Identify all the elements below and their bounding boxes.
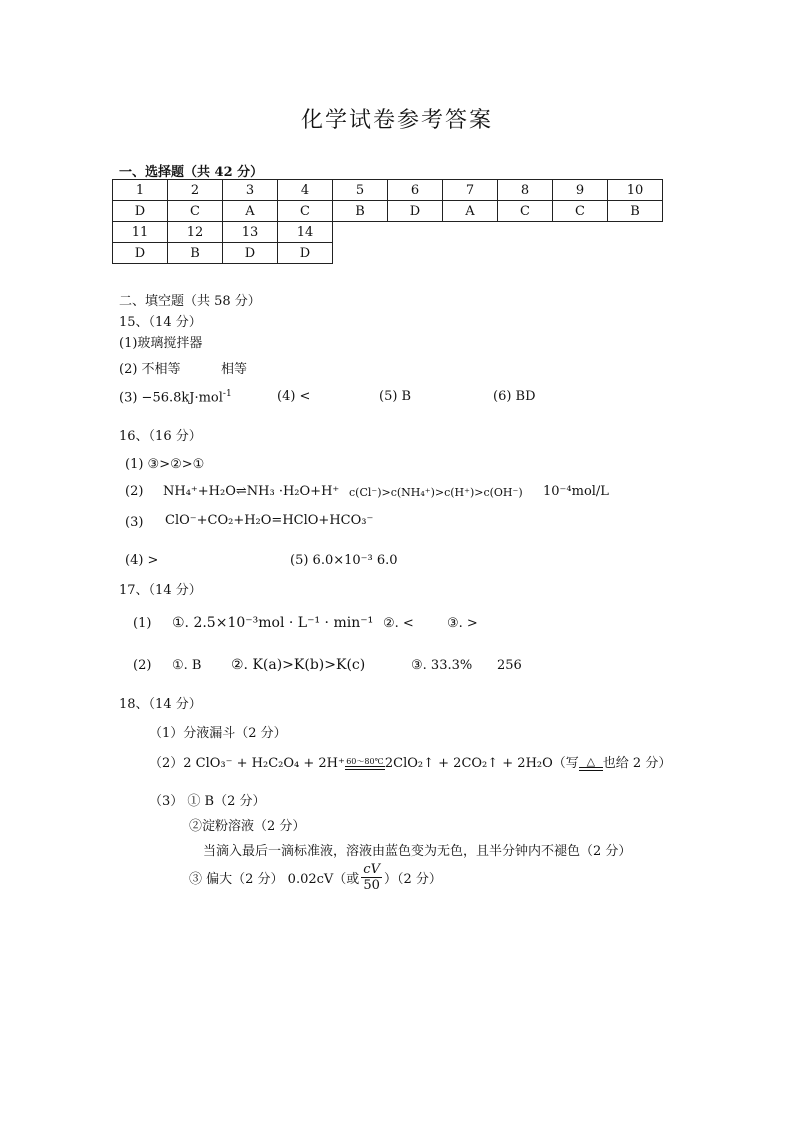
- q16-answer-1: (1) ③>②>①: [125, 457, 205, 472]
- table-row: [113, 243, 663, 264]
- q15-answer-1: (1)玻璃搅拌器: [119, 336, 203, 351]
- q16-answer-3-equation: ClO⁻+CO₂+H₂O=HClO+HCO₃⁻: [165, 513, 374, 528]
- q17-answer-2-ii: ②. K(a)>K(b)>K(c): [231, 657, 366, 673]
- table-cell: 11: [113, 222, 168, 243]
- q16-answer-4: (4) >: [125, 553, 159, 568]
- section1-heading: 一、选择题（共 42 分）: [119, 165, 264, 180]
- table-cell: B: [333, 201, 388, 222]
- q16-answer-2-conc: 10⁻⁴mol/L: [543, 484, 609, 499]
- table-cell: 10: [608, 180, 663, 201]
- table-cell: C: [278, 201, 333, 222]
- q18-answer-2-tail: 也给 2 分）: [602, 756, 672, 771]
- q18-heading: 18、（14 分）: [119, 697, 202, 712]
- table-row: [113, 180, 663, 201]
- table-cell: 9: [553, 180, 608, 201]
- section2-heading: 二、填空题（共 58 分）: [119, 294, 261, 309]
- q16-answer-2-order: c(Cl⁻)>c(NH₄⁺)>c(H⁺)>c(OH⁻): [349, 486, 523, 499]
- q17-answer-2-i: ①. B: [172, 658, 202, 673]
- q18-answer-3-iii-pre: ③ 偏大（2 分） 0.02cV（或: [189, 872, 360, 887]
- fraction: [361, 862, 382, 893]
- table-cell: 13: [223, 222, 278, 243]
- table-cell: A: [223, 201, 278, 222]
- q15-answer-3-text: (3) −56.8kJ·mol: [119, 390, 223, 406]
- q15-answer-2b: 相等: [221, 362, 248, 377]
- table-cell: C: [168, 201, 223, 222]
- table-cell: 4: [278, 180, 333, 201]
- reaction-condition: 60～80℃: [346, 757, 384, 766]
- table-cell: 2: [168, 180, 223, 201]
- q18-answer-1: （1）分液漏斗（2 分）: [149, 726, 287, 741]
- q18-answer-2: [149, 752, 671, 771]
- q15-answer-2: (2) 不相等: [119, 362, 181, 377]
- table-cell: D: [278, 243, 333, 264]
- q18-answer-3-iii-post: ）（2 分）: [383, 872, 442, 887]
- q16-answer-2-equation: NH₄⁺+H₂O⇌NH₃ ·H₂O+H⁺: [163, 484, 340, 499]
- q18-answer-3-iii: [189, 862, 442, 893]
- table-cell: B: [168, 243, 223, 264]
- fraction-denominator: 50: [363, 878, 380, 893]
- table-cell: 14: [278, 222, 333, 243]
- q18-answer-2-post: 2ClO₂↑ + 2CO₂↑ + 2H₂O（写: [384, 756, 579, 771]
- q17-heading: 17、（14 分）: [119, 583, 202, 598]
- table-cell: 6: [388, 180, 443, 201]
- q17-answer-2-iii: ③. 33.3%: [411, 658, 473, 673]
- table-cell: D: [113, 243, 168, 264]
- equal-sign: [345, 766, 385, 770]
- heat-condition-arrow: [579, 756, 603, 771]
- q16-answer-5: (5) 6.0×10⁻³ 6.0: [290, 553, 398, 568]
- table-cell: D: [113, 201, 168, 222]
- table-cell: 3: [223, 180, 278, 201]
- table-cell: A: [443, 201, 498, 222]
- q18-answer-3-i: （3） ① B（2 分）: [149, 794, 266, 809]
- table-cell: 12: [168, 222, 223, 243]
- q16-answer-3-num: (3): [125, 515, 144, 530]
- page-title: 化学试卷参考答案: [300, 108, 493, 133]
- q16-answer-2-num: (2): [125, 484, 144, 499]
- table-row: [113, 222, 663, 243]
- q17-answer-2-num: (2): [133, 658, 152, 673]
- table-cell: B: [608, 201, 663, 222]
- q18-answer-3-ii: ②淀粉溶液（2 分）: [189, 819, 306, 834]
- q17-answer-1-iii: ③. >: [447, 616, 478, 631]
- table-cell: C: [498, 201, 553, 222]
- q17-answer-1-ii: ②. <: [383, 616, 414, 631]
- q16-heading: 16、（16 分）: [119, 429, 202, 444]
- q15-heading: 15、（14 分）: [119, 315, 202, 330]
- table-row: [113, 201, 663, 222]
- table-cell: 7: [443, 180, 498, 201]
- table-cell: 5: [333, 180, 388, 201]
- q17-answer-2-iv: 256: [497, 658, 522, 673]
- q15-answer-3-sup: -1: [222, 389, 232, 399]
- q17-answer-1-i: ①. 2.5×10⁻³mol · L⁻¹ · min⁻¹: [172, 615, 374, 631]
- table-cell: D: [388, 201, 443, 222]
- delta-icon: △: [586, 755, 596, 768]
- table-cell: 8: [498, 180, 553, 201]
- reaction-condition-arrow: [345, 757, 385, 770]
- table-cell: C: [553, 201, 608, 222]
- table-cell: 1: [113, 180, 168, 201]
- answer-table: [112, 179, 663, 264]
- q18-answer-3-ii-note: 当滴入最后一滴标准液，溶液由蓝色变为无色，且半分钟内不褪色（2 分）: [203, 844, 632, 859]
- q15-answer-6: (6) BD: [493, 389, 536, 404]
- table-cell: D: [223, 243, 278, 264]
- q15-answer-3: [119, 389, 232, 405]
- fraction-numerator: cV: [363, 862, 380, 877]
- q17-answer-1-num: (1): [133, 616, 152, 631]
- q15-answer-5: (5) B: [379, 389, 412, 404]
- q15-answer-4: (4) <: [277, 389, 311, 404]
- q18-answer-2-pre: （2）2 ClO₃⁻ + H₂C₂O₄ + 2H⁺: [149, 756, 345, 771]
